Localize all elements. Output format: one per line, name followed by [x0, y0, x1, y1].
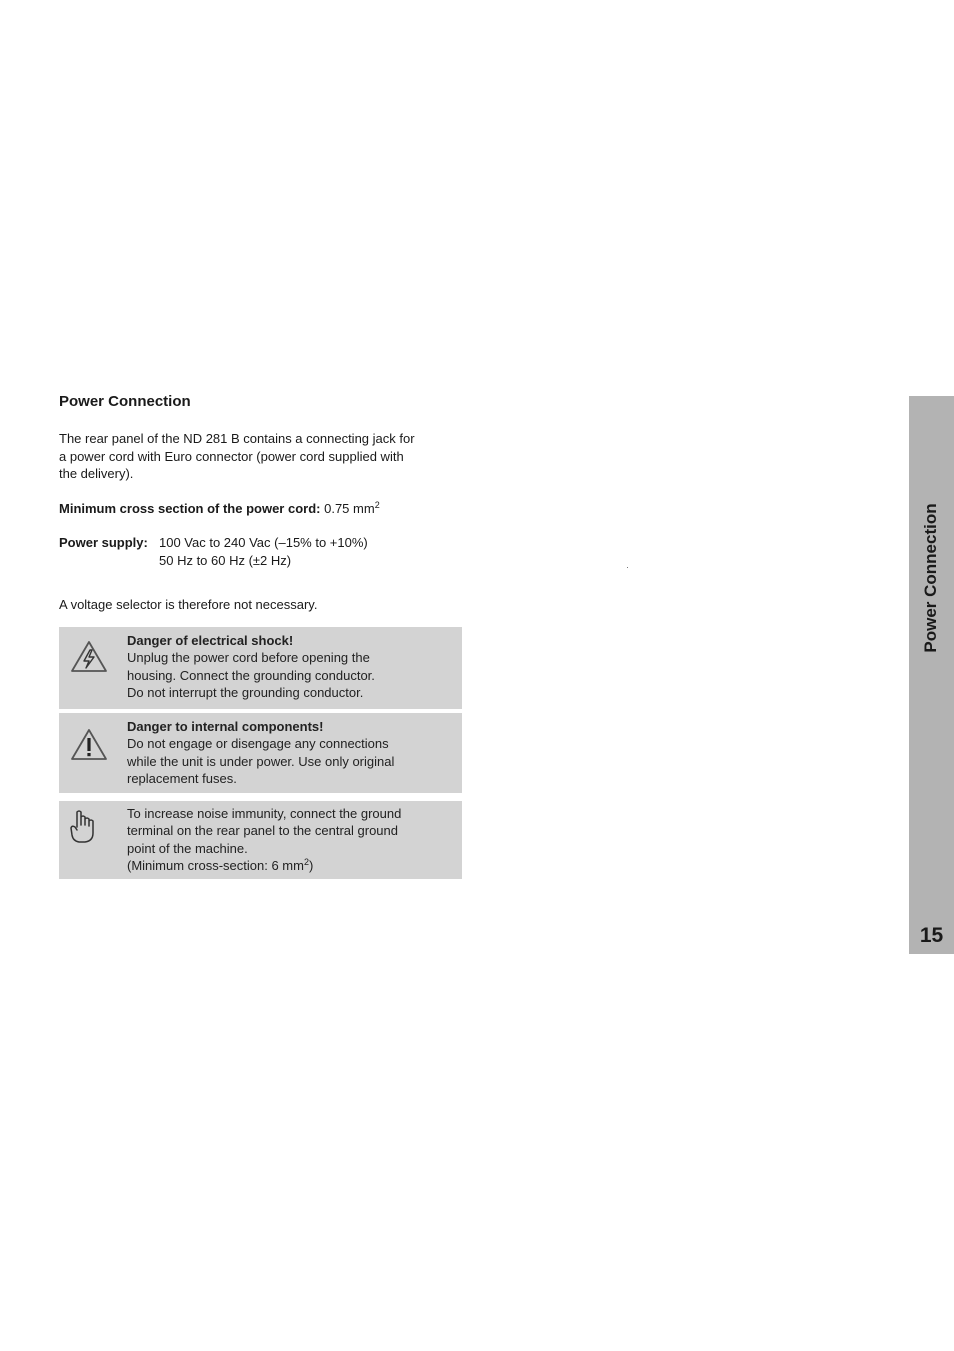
warning-heading: Danger to internal components!	[127, 719, 324, 734]
cross-section-label: Minimum cross section of the power cord:	[59, 501, 321, 516]
warning-line: housing. Connect the grounding conductor.	[127, 667, 375, 683]
intro-line: a power cord with Euro connector (power cord supplied with	[59, 448, 404, 464]
power-supply-voltage: 100 Vac to 240 Vac (–15% to +10%)	[159, 535, 368, 550]
intro-line: the delivery).	[59, 466, 134, 481]
warning-line: while the unit is under power. Use only original	[127, 753, 395, 769]
note-line: To increase noise immunity, connect the ground	[127, 806, 402, 821]
stray-dot	[627, 567, 628, 568]
note-line: terminal on the rear panel to the central ground	[127, 823, 399, 839]
warning-heading: Danger of electrical shock!	[127, 633, 294, 648]
note-line: point of the machine.	[127, 840, 248, 856]
power-supply-frequency: 50 Hz to 60 Hz (±2 Hz)	[159, 552, 292, 568]
page-number: 15	[919, 924, 944, 947]
chapter-tab-label: Power Connection	[921, 503, 940, 653]
power-supply-spec	[59, 534, 459, 569]
warning-line: Do not interrupt the grounding conductor.	[127, 684, 364, 700]
intro-paragraph	[59, 430, 459, 483]
voltage-selector-note: A voltage selector is therefore not necessary.	[59, 597, 318, 612]
note-line	[127, 857, 448, 874]
exclamation-warning-icon	[69, 727, 109, 768]
cross-section-value: 0.75 mm	[324, 501, 375, 516]
noise-immunity-note	[59, 801, 462, 879]
power-supply-label: Power supply:	[59, 535, 148, 550]
section-title: Power Connection	[59, 393, 191, 410]
electric-shock-warning-icon	[69, 639, 109, 680]
warning-line: Do not engage or disengage any connections	[127, 736, 389, 752]
note-line-sup: 2	[303, 856, 309, 867]
intro-line: The rear panel of the ND 281 B contains a connecting jack for	[59, 431, 415, 446]
pointing-hand-note-icon	[67, 809, 97, 850]
warning-line: replacement fuses.	[127, 770, 237, 786]
cross-section-spec	[59, 500, 459, 518]
warning-line: Unplug the power cord before opening the	[127, 650, 370, 666]
cross-section-sup: 2	[374, 500, 380, 510]
note-line-suffix: )	[308, 857, 314, 873]
electrical-shock-warning	[59, 627, 462, 709]
note-line-prefix: (Minimum cross-section: 6 mm	[127, 857, 304, 873]
internal-components-warning	[59, 713, 462, 793]
chapter-side-tab	[909, 396, 954, 954]
